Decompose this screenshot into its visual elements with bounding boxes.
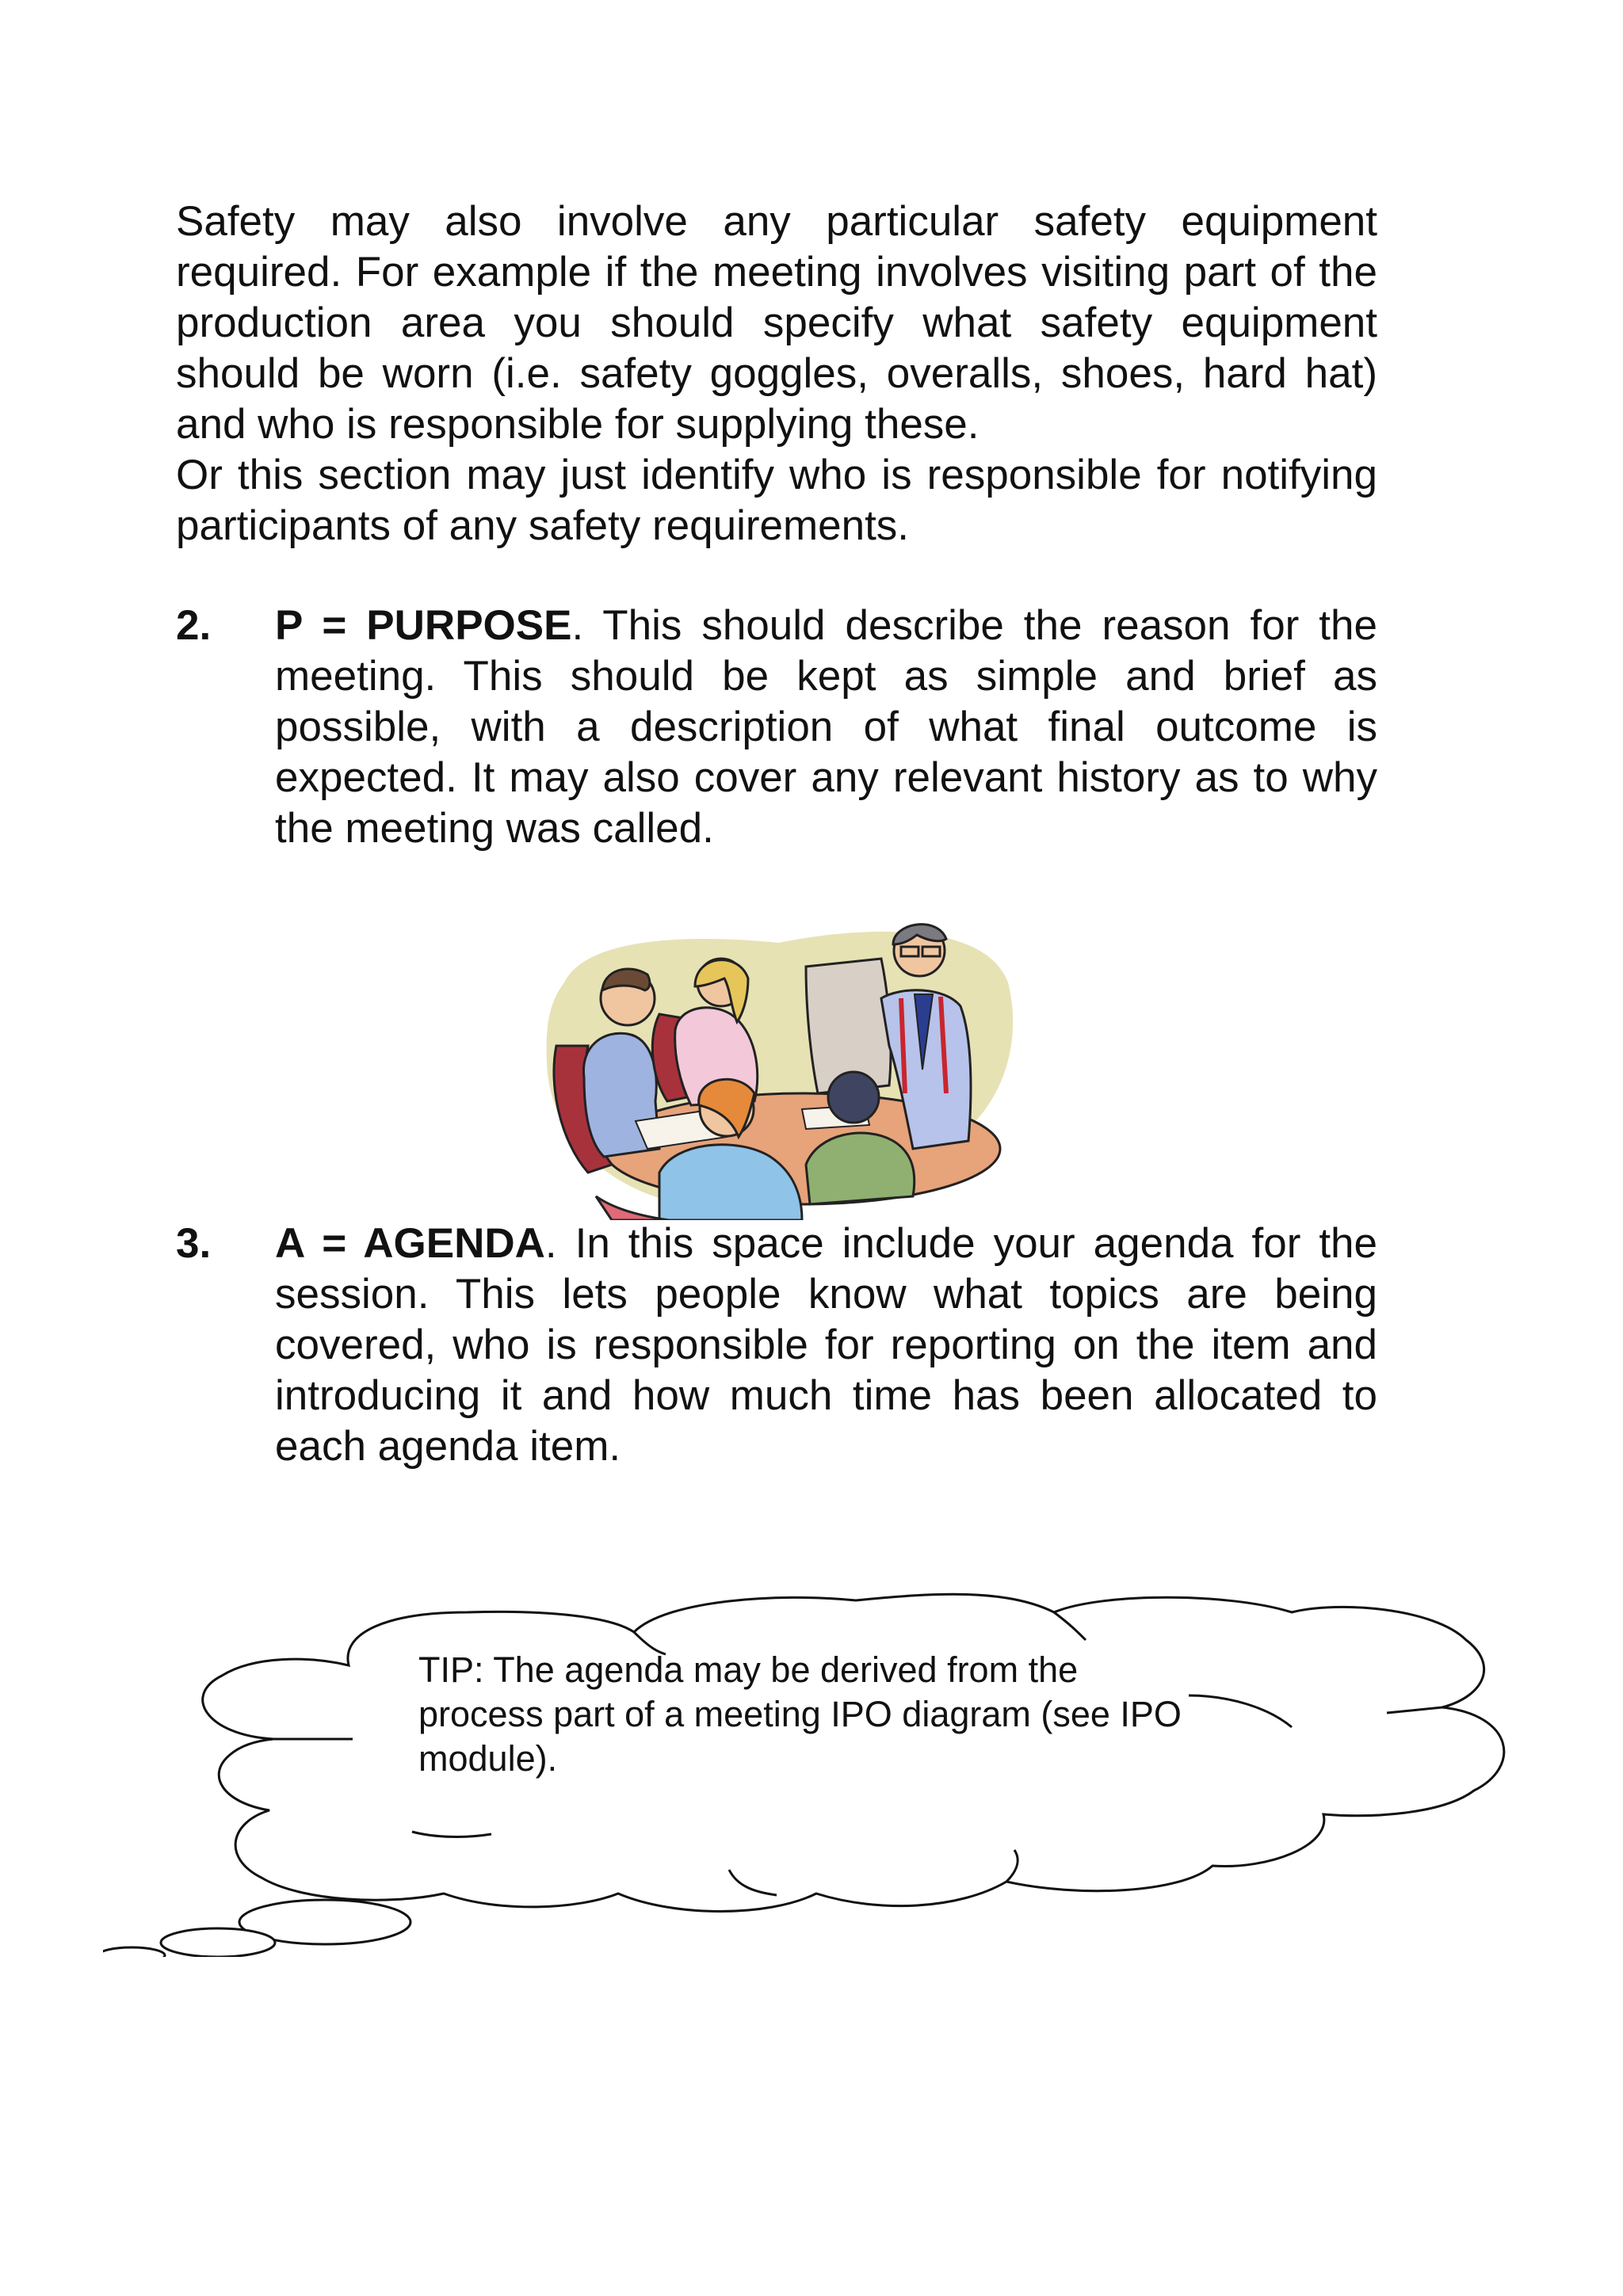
intro-paragraph-2: Or this section may just identify who is responsible for notifying participants of any safety requirements. bbox=[176, 452, 1377, 549]
list-item-body bbox=[275, 601, 1377, 854]
intro-paragraph-1: Safety may also involve any particular safety equipment required. For example if the meeting involves visiting part of the production area you should specify what safety equipment should be worn (i.e. safety goggles, overalls, shoes, hard hat) and who is responsible for supplying these. bbox=[176, 198, 1377, 448]
list-item-heading: A = AGENDA bbox=[275, 1220, 545, 1267]
intro-section bbox=[176, 196, 1377, 551]
list-item-purpose bbox=[176, 601, 1377, 854]
list-item-number: 3. bbox=[176, 1220, 212, 1267]
list-item-text: . This should describe the reason for the meeting. This should be kept as simple and brief as possible, with a description of what final outcome is expected. It may also cover any relevant history as to why the meeting was called. bbox=[275, 602, 1377, 852]
list-item-heading: P = PURPOSE bbox=[275, 602, 572, 649]
cloud-bubble-medium bbox=[161, 1928, 275, 1957]
list-item-number: 2. bbox=[176, 602, 212, 649]
list-item-body bbox=[275, 1219, 1377, 1472]
list-item-agenda bbox=[176, 1219, 1377, 1472]
cloud-bubble-small bbox=[103, 1947, 165, 1957]
tip-text: TIP: The agenda may be derived from the process part of a meeting IPO diagram (see IPO module). bbox=[418, 1650, 1182, 1779]
meeting-clipart-icon bbox=[540, 911, 1016, 1220]
list-item-text: . In this space include your agenda for the session. This lets people know what topics are being covered, who is responsible for reporting on the item and introducing it and how much time has been allocated to each agenda item. bbox=[275, 1220, 1377, 1470]
